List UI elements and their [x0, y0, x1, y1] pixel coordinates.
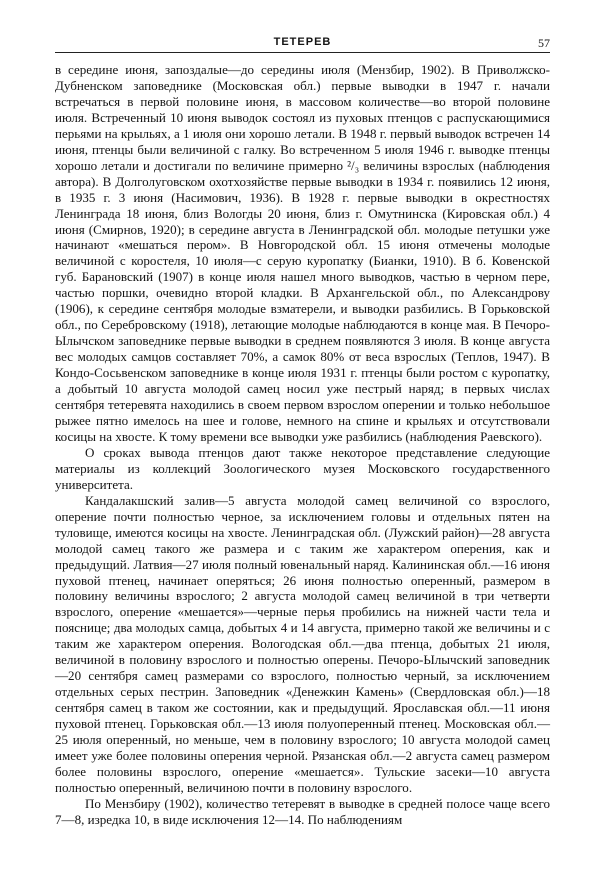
paragraph-museum-intro: О сроках вывода птенцов дают также некоторое представление следующие материалы из коллекций Зоологического музея Московского государственного университета.	[55, 444, 550, 492]
running-title: ТЕТЕРЕВ	[273, 36, 332, 48]
paragraph-brood-size: По Мензбиру (1902), количество тетеревят в выводке в средней полосе чаще всего 7—8, изредка 10, в виде исключения 12—14. По наблюдениям	[55, 795, 550, 827]
body-text	[55, 62, 550, 828]
page-header	[55, 36, 550, 53]
paragraph-museum-specimens: Кандалакшский залив—5 августа молодой самец величиной со взрослого, оперение почти полностью черное, за исключением головы и отдельных пятен на туловище, имеются косицы на хвосте. Ленинградская обл. (Лужский район)—28 августа молодой самец такого же размера и с таким же характером оперения, как и предыдущий. Латвия—27 июля полный ювенальный наряд. Калининская обл.—16 июня пуховой птенец, начинает оперяться; 26 июня полностью оперенный, размером в половину величины взрослого; 2 августа молодой самец величиной в три четверти взрослого, оперение «мешается»—черные перья пробились на нижней части тела и пояснице; два молодых самца, добытых 4 и 14 августа, примерно такой же величины и с таким же характером оперения. Вологодская обл.—два птенца, добытых 21 июля, величиной в половину взрослого и полностью оперены. Печоро-Ылычский заповедник—20 сентября самец размерами со взрослого, полностью черный, за исключением отдельных серых пестрин. Заповедник «Денежкин Камень» (Свердловская обл.)—18 сентября самец в таком же состоянии, как и предыдущий. Ярославская обл.—11 июня пуховой птенец. Горьковская обл.—13 июля полуоперенный птенец. Московская обл.—25 июля оперенный, но меньше, чем в половину взрослого; 10 августа молодой самец имеет уже более половины оперения черной. Рязанская обл.—2 августа самец размером более половины взрослого, оперение «мешается». Тульские засеки—10 августа полностью оперенный, величиною почти в половину взрослого.	[55, 492, 550, 795]
paragraph-brood-dates: в середине июня, запоздалые—до середины июля (Мензбир, 1902). В Приволжско-Дубненском заповеднике (Московская обл.) первые выводки в 1947 г. начали встречаться в первой половине июня, в массовом количестве—во второй половине июля. Встреченный 10 июня выводок состоял из пуховых птенцов с распускающимися перьями на крыльях, а 1 июля они хорошо летали. В 1948 г. первый выводок встречен 14 июня, птенцы были величиной с галку. Во встреченном 5 июля 1946 г. выводке птенцы хорошо летали и достигали по величине примерно ²/₃ величины взрослых (наблюдения автора). В Долголуговском охотхозяйстве первые выводки в 1934 г. появились 12 июня, в 1935 г. 3 июня (Насимович, 1936). В 1928 г. первые выводки в окрестностях Ленинграда 18 июня, близ Вологды 20 июня, близ г. Омутнинска (Кировская обл.) 4 июня (Смирнов, 1920); в середине августа в Ленинградской обл. молодые петушки уже начинают «мешаться пером». В Новгородской обл. 15 июня отмечены молодые величиной с коростеля, 10 июля—с серую куропатку (Бианки, 1910). В б. Ковенской губ. Барановский (1907) в конце июля нашел много выводков, частью в черном пере, частью поршки, очевидно второй кладки. В Архангельской обл., по Александрову (1906), к середине сентября молодые взматерели, и выводки разбились. В Горьковской обл., по Серебровскому (1918), летающие молодые наблюдаются в конце мая. В Печоро-Ылычском заповеднике первые выводки в среднем появляются 3 июля. В конце августа вес молодых самцов составляет 70%, а самок 80% от веса взрослых (Теплов, 1947). В Кондо-Сосьвенском заповеднике в конце июля 1931 г. птенцы были ростом с куропатку, а добытый 10 августа молодой самец носил уже пестрый наряд; в первых числах сентября тетеревята находились в своем первом взрослом оперении и только небольшое рыжее пятно имелось на шее и голове, немного на спине и крыльях и отсутствовали косицы на хвосте. К тому времени все выводки уже разбились (наблюдения Раевского).	[55, 62, 550, 444]
page-number: 57	[538, 36, 550, 50]
